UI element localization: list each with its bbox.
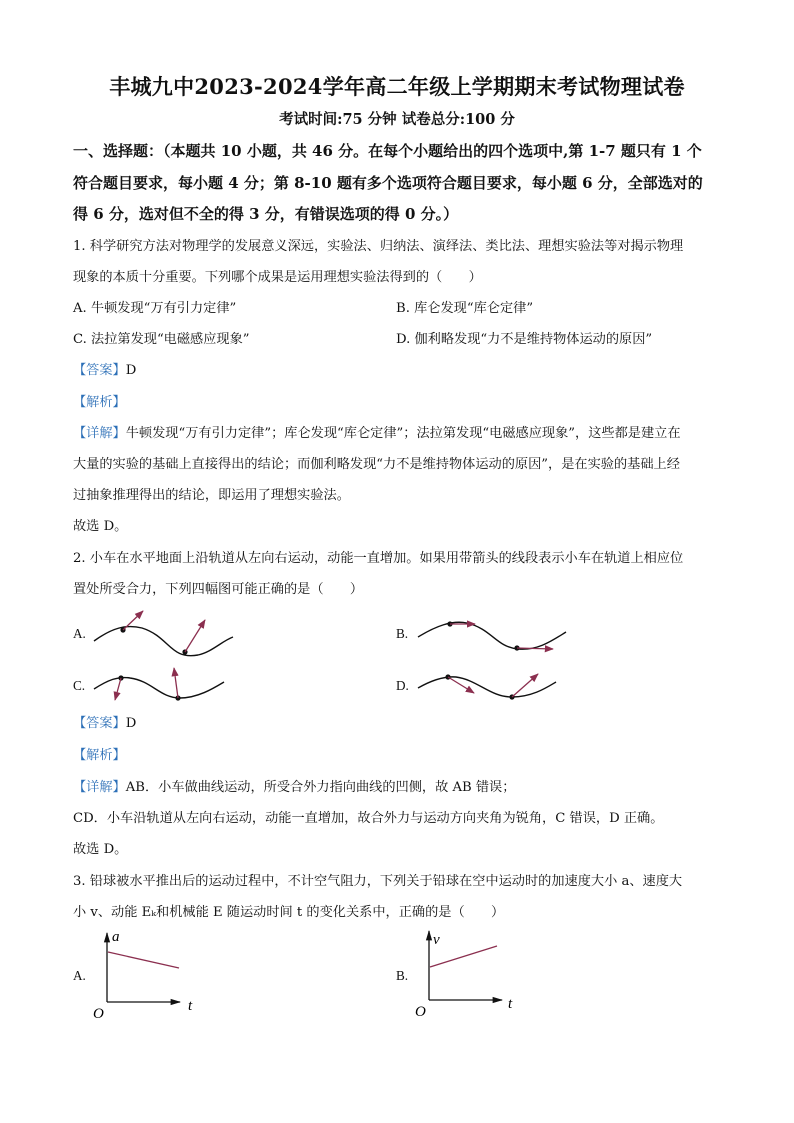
x-axis-label: t xyxy=(188,998,193,1014)
q2-conclusion: 故选 D。 xyxy=(73,842,128,857)
q2-answer xyxy=(73,712,136,731)
section-instructions-line2: 符合题目要求，每小题 4 分；第 8-10 题有多个选项符合题目要求，每小题 6 分，全部选对的 xyxy=(73,174,703,192)
answer-tag: 【答案】 xyxy=(73,363,126,378)
q2-figure-d-label: D. xyxy=(396,678,409,693)
track-curve xyxy=(418,677,556,697)
q3-graph-b xyxy=(415,931,513,1020)
origin-label: O xyxy=(93,1006,104,1022)
q2-detail-line2: CD．小车沿轨道从左向右运动，动能一直增加，故合外力与运动方向夹角为锐角，C 错误，D 正确。 xyxy=(73,811,664,826)
q2-detail-line1 xyxy=(73,776,515,795)
track-curve xyxy=(94,677,224,698)
answer-tag: 【答案】 xyxy=(73,716,126,731)
q3-figure-b-label: B. xyxy=(396,968,409,983)
plot-line xyxy=(430,946,497,967)
q3-figure-a-label: A. xyxy=(73,968,86,983)
x-axis-label: t xyxy=(508,996,513,1012)
section-instructions-line1: 一、选择题：（本题共 10 小题，共 46 分。在每个小题给出的四个选项中,第 1-7 题只有 1 个 xyxy=(73,142,702,160)
q1-stem-line1: 1. 科学研究方法对物理学的发展意义深远，实验法、归纳法、演绎法、类比法、理想实验法等对揭示物理 xyxy=(73,239,684,254)
detail-tag: 【详解】 xyxy=(73,780,126,795)
q3-stem-line1: 3. 铅球被水平推出后的运动过程中，不计空气阻力，下列关于铅球在空中运动时的加速度大小 a、速度大 xyxy=(73,874,683,889)
origin-label: O xyxy=(415,1004,426,1020)
q2-figure-c xyxy=(94,668,224,701)
answer-value: D xyxy=(125,716,137,731)
q1-analysis-tag: 【解析】 xyxy=(73,395,126,410)
plot-line xyxy=(108,952,179,968)
y-axis-label: v xyxy=(433,932,440,948)
answer-value: D xyxy=(125,363,137,378)
q3-graph-a xyxy=(93,929,193,1022)
q1-option-b: B. 库仑发现“库仑定律” xyxy=(396,301,534,316)
q2-stem-line2: 置处所受合力，下列四幅图可能正确的是（ ） xyxy=(73,582,364,597)
q1-option-c: C. 法拉第发现“电磁感应现象” xyxy=(73,332,250,347)
force-arrow xyxy=(185,620,205,652)
detail-tag: 【详解】 xyxy=(73,426,126,441)
q2-figure-b xyxy=(418,621,566,650)
q1-detail-line2: 大量的实验的基础上直接得出的结论；而伽利略发现“力不是维持物体运动的原因”，是在实验的基础上经 xyxy=(73,457,680,472)
q1-option-d: D. 伽利略发现“力不是维持物体运动的原因” xyxy=(396,332,653,347)
track-curve xyxy=(418,622,566,649)
page-title: 丰城九中2023-2024学年高二年级上学期期末考试物理试卷 xyxy=(109,74,685,99)
q1-detail-line3: 过抽象推理得出的结论，即运用了理想实验法。 xyxy=(73,488,350,503)
q2-figure-d xyxy=(418,674,556,700)
exam-info: 考试时间:75 分钟 试卷总分:100 分 xyxy=(279,111,515,128)
q2-analysis-tag: 【解析】 xyxy=(73,748,126,763)
track-curve xyxy=(94,627,233,656)
force-arrow xyxy=(448,677,474,693)
force-arrow xyxy=(115,678,121,700)
q1-option-a: A. 牛顿发现“万有引力定律” xyxy=(73,301,237,316)
force-arrow xyxy=(174,668,178,698)
q2-stem-line1: 2. 小车在水平地面上沿轨道从左向右运动，动能一直增加。如果用带箭头的线段表示小车在轨道上相应位 xyxy=(73,551,684,566)
q2-figure-a-label: A. xyxy=(73,626,86,641)
q1-stem-line2: 现象的本质十分重要。下列哪个成果是运用理想实验法得到的（ ） xyxy=(73,270,482,285)
section-instructions-line3: 得 6 分，选对但不全的得 3 分，有错误选项的得 0 分。） xyxy=(73,205,459,223)
q2-figure-a xyxy=(94,611,233,656)
detail-text: 牛顿发现“万有引力定律”；库仑发现“库仑定律”；法拉第发现“电磁感应现象”，这些都是建立在 xyxy=(125,426,681,441)
y-axis-label: a xyxy=(112,929,120,945)
q1-conclusion: 故选 D。 xyxy=(73,519,128,534)
q2-figure-b-label: B. xyxy=(396,626,409,641)
detail-text: AB．小车做曲线运动，所受合外力指向曲线的凹侧，故 AB 错误； xyxy=(125,780,516,795)
q3-stem-line2: 小 v、动能 Eₖ和机械能 E 随运动时间 t 的变化关系中，正确的是（ ） xyxy=(73,905,505,920)
q2-figure-c-label: C. xyxy=(73,678,86,693)
